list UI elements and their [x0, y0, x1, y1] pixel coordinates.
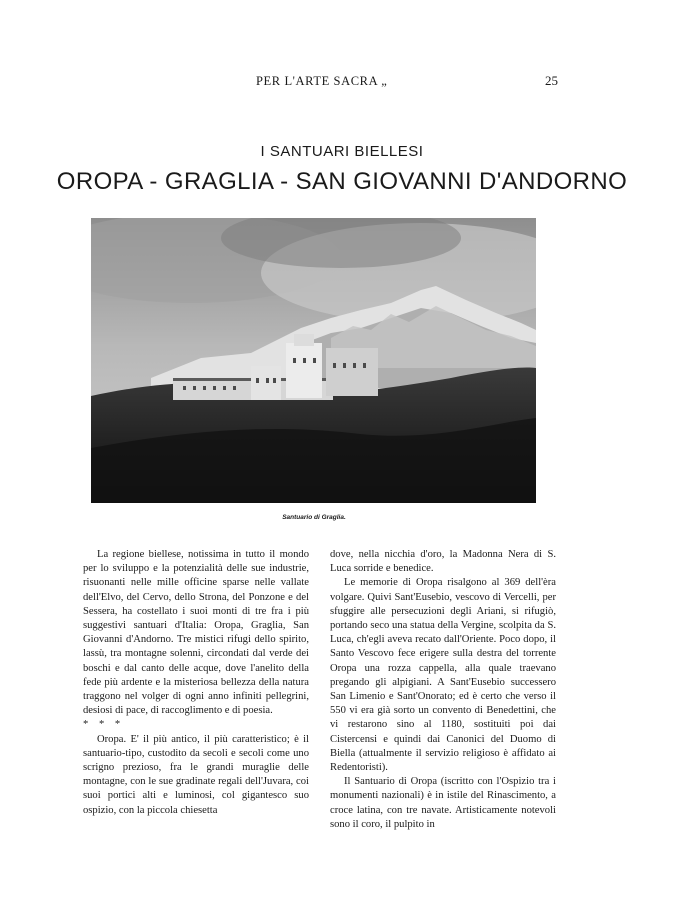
figure-caption: Santuario di Graglia.: [282, 514, 346, 521]
paragraph-history: Le memorie di Oropa risalgono al 369 dell'èra volgare. Quivi Sant'Eusebio, vescovo di Vercelli, per sfuggire alle persecuzioni degli Ariani, si rifugiò, portando seco una statua della Vergine, scolpita da S. Luca, ch'egli aveva recato dall'Oriente. Poco dopo, il Santo Vescovo fece erigere sulla destra del torrente Oropa una rozza cappella, alla quale traevano pregando gli alpigiani. A Sant'Eusebio successero San Limenio e Sant'Onorato; ed è certo che verso il 550 vi era già sorto un convento di Benedettini, che vi restarono sino al 1180, sostituiti poi dai Cistercensi e quindi dai Canonici del Duomo di Biella (attualmente il servizio religioso è affidato ai Redentoristi).: [330, 577, 556, 774]
running-title: PER L'ARTE SACRA „: [256, 74, 388, 88]
graglia-landscape-image: [91, 218, 536, 503]
paragraph-continuation: dove, nella nicchia d'oro, la Madonna Nera di S. Luca sorride e benedice.: [330, 549, 556, 575]
right-column: [330, 548, 556, 832]
paragraph-oropa: Oropa. E' il più antico, il più caratteristico; è il santuario-tipo, custodito da secoli e secoli come uno scrigno prezioso, fra le grandi muraglie delle montagne, con le sue gradinate regali dell'Juvara, coi suoi portici alti e luminosi, col gigantesco suo ospizio, con la piccola chiesetta: [83, 733, 309, 816]
article-title: OROPA - GRAGLIA - SAN GIOVANNI D'ANDORNO: [56, 168, 628, 195]
sanctuary-photo: [91, 218, 536, 503]
section-separator: * * *: [83, 719, 125, 731]
page-number: 25: [545, 73, 558, 88]
paragraph-sanctuary: Il Santuario di Oropa (iscritto con l'Ospizio tra i monumenti nazionali) è in istile del Rinascimento, a croce latina, con tre navate. Artisticamente notevoli sono il coro, il pulpito in: [330, 776, 556, 830]
paragraph-intro: La regione biellese, notissima in tutto il mondo per lo sviluppo e la potenzialità delle sue industrie, risuonanti nelle mille officine sparse nelle vallate dell'Elvo, del Cervo, dello Strona, del Ponzone e del Sessera, ha costellato i suoi monti di tre fra i più suggestivi santuari d'Italia: Oropa, Graglia, San Giovanni d'Andorno. Tre mistici rifugi dello spirito, lassù, tra montagne solenni, circondati dal verde dei boschi e dal canto delle acque, dove l'anelito della fede più ardente e la misteriosa bellezza della natura traggono nel volger di ogni anno infiniti pellegrini, desiosi di pace, di raccoglimento e di poesia.: [83, 549, 309, 717]
article-kicker: I SANTUARI BIELLESI: [260, 143, 424, 160]
left-column: [83, 548, 309, 818]
